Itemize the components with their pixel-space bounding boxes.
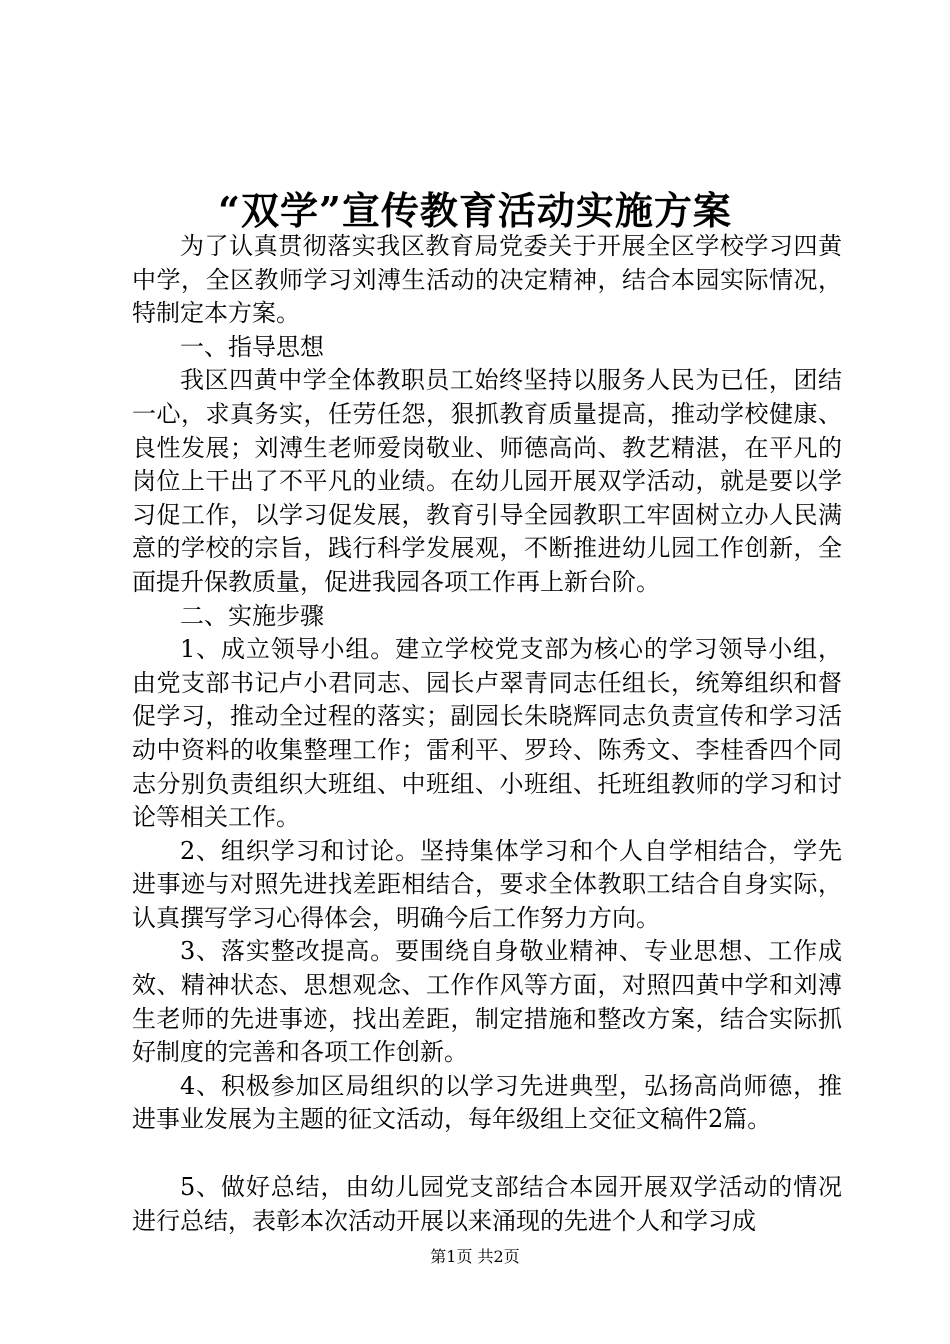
guiding-ideology-paragraph: 我区四黄中学全体教职员工始终坚持以服务人民为已任，团结一心，求真务实，任劳任怨，狠抓教育质量提高，推动学校健康、良性发展；刘溥生老师爱岗敬业、师德高尚、教艺精湛，在平凡的岗位上干出了不平凡的业绩。在幼儿园开展双学活动，就是要以学习促工作，以学习促发展，教育引导全园教职工牢固树立办人民满意的学校的宗旨，践行科学发展观，不断推进幼儿园工作创新，全面提升保教质量，促进我园各项工作再上新台阶。 [132, 366, 842, 596]
step-paragraph-2: 2、组织学习和讨论。坚持集体学习和个人自学相结合，学先进事迹与对照先进找差距相结合，要求全体教职工结合自身实际，认真撰写学习心得体会，明确今后工作努力方向。 [132, 836, 842, 932]
document-body [132, 230, 842, 1238]
step-paragraph-1: 1、成立领导小组。建立学校党支部为核心的学习领导小组，由党支部书记卢小君同志、园长卢翠青同志任组长，统筹组织和督促学习，推动全过程的落实；副园长朱晓辉同志负责宣传和学习活动中资料的收集整理工作；雷利平、罗玲、陈秀文、李桂香四个同志分别负责组织大班组、中班组、小班组、托班组教师的学习和讨论等相关工作。 [132, 635, 842, 832]
page-number-footer: 第1页 共2页 [430, 1247, 520, 1266]
section-heading-implementation-steps: 二、实施步骤 [180, 601, 324, 630]
intro-paragraph: 为了认真贯彻落实我区教育局党委关于开展全区学校学习四黄中学，全区教师学习刘溥生活动的决定精神，结合本园实际情况，特制定本方案。 [132, 232, 842, 328]
section-heading-guiding-ideology: 一、指导思想 [180, 332, 324, 361]
document-title: “双学”宣传教育活动实施方案 [218, 188, 732, 233]
paragraph-gap [132, 1137, 842, 1171]
step-paragraph-3: 3、落实整改提高。要围绕自身敬业精神、专业思想、工作成效、精神状态、思想观念、工作作风等方面，对照四黄中学和刘溥生老师的先进事迹，找出差距，制定措施和整改方案，结合实际抓好制度的完善和各项工作创新。 [132, 937, 842, 1067]
step-paragraph-5: 5、做好总结，由幼儿园党支部结合本园开展双学活动的情况进行总结，表彰本次活动开展以来涌现的先进个人和学习成 [132, 1173, 842, 1235]
step-paragraph-4: 4、积极参加区局组织的以学习先进典型，弘扬高尚师德，推进事业发展为主题的征文活动，每年级组上交征文稿件2篇。 [132, 1071, 842, 1134]
